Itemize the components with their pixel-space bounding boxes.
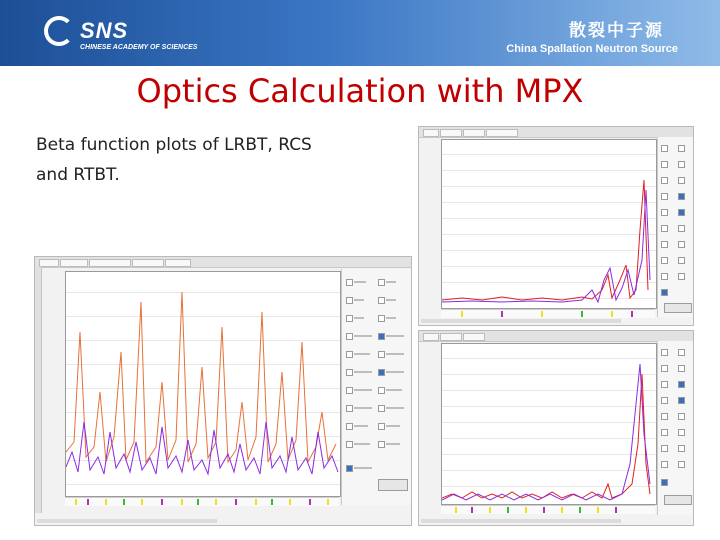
body-line-1: Beta function plots of LRBT, RCS: [36, 135, 312, 155]
rcs-plot-screenshot: [418, 126, 694, 326]
toolbar-tab: [165, 259, 191, 267]
toolbar-tab: [463, 333, 485, 341]
logo-text: SNS: [80, 18, 129, 43]
rcs-beta-traces: [442, 140, 656, 308]
rcs-plot-area: [441, 139, 657, 309]
lrbt-series-panel: [341, 269, 412, 505]
screenshot-toolbar: [419, 127, 693, 138]
status-bar: [421, 519, 621, 523]
logo-mark-icon: [44, 16, 74, 46]
slide-title: Optics Calculation with MPX: [136, 72, 584, 110]
vertical-tab-strip: [35, 267, 42, 513]
toolbar-tab: [463, 129, 485, 137]
lrbt-plot-area: [65, 271, 341, 497]
rtbt-plot-area: [441, 343, 657, 505]
panel-button[interactable]: [664, 495, 692, 505]
beta-y-trace: [442, 364, 650, 500]
rtbt-beta-traces: [442, 344, 656, 504]
rtbt-series-panel: [657, 341, 694, 515]
rtbt-plot-screenshot: [418, 330, 694, 526]
lrbt-plot-screenshot: [34, 256, 412, 526]
toolbar-tab: [89, 259, 131, 267]
toolbar-tab: [423, 129, 439, 137]
slide-body: [36, 130, 366, 190]
logo-subtext: CHINESE ACADEMY OF SCIENCES: [80, 44, 198, 51]
lattice-strip: [441, 505, 655, 514]
toolbar-tab: [132, 259, 164, 267]
screenshot-toolbar: [419, 331, 693, 342]
org-name-cn: 散裂中子源: [569, 21, 664, 41]
status-bar: [37, 519, 217, 523]
beta-y-trace: [66, 422, 338, 474]
screenshot-toolbar: [35, 257, 411, 268]
toolbar-tab: [60, 259, 88, 267]
panel-button[interactable]: [664, 303, 692, 313]
status-bar: [421, 319, 621, 323]
beta-x-trace: [442, 374, 650, 498]
lrbt-beta-traces: [66, 272, 340, 496]
beta-x-trace: [66, 292, 336, 462]
header-banner: [0, 0, 720, 66]
toolbar-tab: [440, 129, 462, 137]
toolbar-tab: [423, 333, 439, 341]
rcs-series-panel: [657, 137, 694, 317]
body-line-2: and RTBT.: [36, 165, 120, 185]
org-name-en: China Spallation Neutron Source: [506, 43, 678, 55]
toolbar-tab: [486, 129, 518, 137]
beta-y-trace: [442, 190, 650, 302]
panel-button[interactable]: [378, 479, 408, 491]
lattice-strip: [441, 309, 655, 318]
lattice-strip: [65, 497, 339, 506]
beta-x-trace: [442, 180, 648, 300]
toolbar-tab: [440, 333, 462, 341]
toolbar-tab: [39, 259, 59, 267]
